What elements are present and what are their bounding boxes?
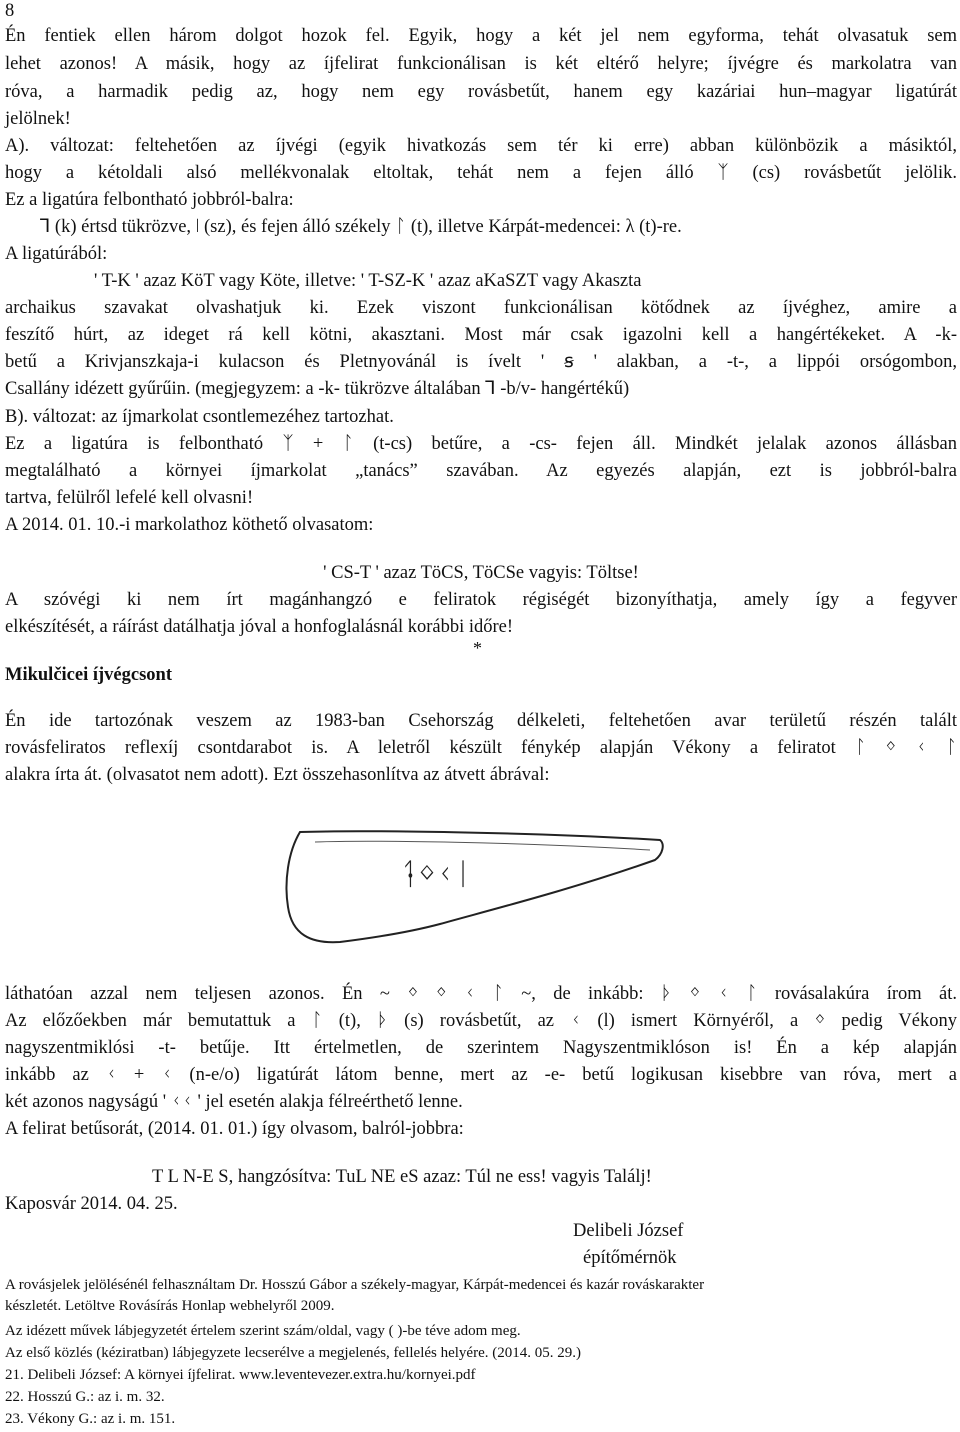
author-title: építőmérnök — [583, 1248, 677, 1268]
mikulcice-line-1: Én ide tartozónak veszem az 1983-ban Csehország délkeleti, feltehetően avar területű részén talált — [5, 711, 957, 731]
inscription-glyphs: ᛑᛜᚲᛁ — [400, 857, 472, 892]
footnote-1: A rovásjelek jelölésénél felhasználtam Dr. Hosszú Gábor a székely-magyar, Kárpát-medencei és kazár rováskarakter — [5, 1277, 705, 1293]
comparison-line-4: inkább az ᚲ + ᚲ (n-e/o) ligatúrát látom benne, mert az -e- betű logikusan kisebbre van róva, mert a — [5, 1065, 957, 1085]
paragraph-line-4: jelölnek! — [5, 109, 71, 129]
paragraph-archaic-2: feszítő húrt, az ideget rá kell kötni, akasztani. Most már csak igazolni kell a hangértékeket. A -k- — [5, 325, 957, 345]
paragraph-line-2: lehet azonos! A másik, hogy az íjfelirat funkcionálisan is két eltérő helyre; íjvégre és markolatra van — [5, 54, 957, 74]
comparison-line-2: Az előzőekben már bemutattuk a ᛚ (t), ᚦ (s) rovásbetűt, az ᚲ (l) ismert Környéről, a ᛜ pedig Vékony — [5, 1011, 957, 1031]
comparison-line-5: két azonos nagyságú ' ᚲᚲ ' jel esetén alakja félreérthető lenne. — [5, 1092, 463, 1112]
footnote-5: 21. Delibeli József: A környei íjfelirat. www.leventevezer.extra.hu/kornyei.pdf — [5, 1367, 476, 1383]
dating-line-1: A szóvégi ki nem írt magánhangzó e feliratok régiségét bizonyíthatja, amely így a fegyver — [5, 590, 957, 610]
ligature-from: A ligatúrából: — [5, 244, 108, 264]
variant-b-line: B). változat: az íjmarkolat csontlemezéhez tartozhat. — [5, 407, 394, 427]
variant-a-line-1: A). változat: feltehetően az íjvégi (egyik hivatkozás sem tér ki erre) abban különbözik a másiktól, — [5, 136, 957, 156]
section-title: Mikulčicei íjvégcsont — [5, 665, 172, 685]
comparison-line-1: láthatóan azzal nem teljesen azonos. Én ~ ᛜ ᛜ ᚲ ᛚ ~, de inkább: ᚦ ᛜ ᚲ ᛚ rovásalakúra írom át. — [5, 984, 957, 1004]
variant-b-ligature-1: Ez a ligatúra is felbontható ᛉ + ᛚ (t-cs) betűre, a -cs- fejen áll. Mindkét jelalak azonos állásban — [5, 434, 957, 454]
paragraph-line-3: róva, a harmadik pedig az, hogy nem egy rovásbetűt, hanem egy kazáriai hun–magyar ligatúrát — [5, 82, 957, 102]
paragraph-line-1: Én fentiek ellen három dolgot hozok fel. Egyik, hogy a két jel nem egyforma, tehát olvasatuk sem — [5, 26, 957, 46]
reading-cst: ' CS-T ' azaz TöCS, TöCSe vagyis: Töltse! — [323, 563, 639, 583]
section-separator: * — [473, 638, 482, 658]
place-date: Kaposvár 2014. 04. 25. — [5, 1194, 178, 1214]
bone-fragment-drawing — [270, 812, 670, 962]
mikulcice-line-3: alakra írta át. (olvasatot nem adott). Ezt összehasonlítva az átvett ábrával: — [5, 765, 550, 785]
sup-ref — [0, 1428, 1, 1429]
footnote-3: Az idézett művek lábjegyzetét értelem szerint szám/oldal, vagy ( )-be téve adom meg. — [5, 1323, 521, 1339]
variant-b-ligature-3: tartva, felülről lefelé kell olvasni! — [5, 488, 254, 508]
mikulcice-line-2: rovásfeliratos reflexíj csontdarabot is. A leletről készült fénykép alapján Vékony a feliratot ᛚ ᛜ ᚲ ᛚ — [5, 738, 957, 758]
bone-inner-line — [315, 841, 650, 850]
variant-a-line-2: hogy a kétoldali alsó mellékvonalak eltoltak, tehát nem a fejen álló ᛉ (cs) rovásbetűt jelölik. — [5, 163, 957, 183]
superscript-refs — [0, 1428, 1, 1429]
ligature-intro: Ez a ligatúra felbontható jobbról-balra: — [5, 190, 294, 210]
paragraph-archaic-1: archaikus szavakat olvashatjuk ki. Ezek viszont funkcionálisan kötődnek az íjvéghez, amire a — [5, 298, 957, 318]
page-number: 8 — [5, 1, 15, 21]
paragraph-archaic-4: Csallány idézett gyűrűin. (megjegyzem: a -k- tükrözve általában ꓶ -b/v- hangértékű) — [5, 379, 630, 399]
variant-b-ligature-2: megtalálható a környei íjmarkolat „tanács” szavában. Az egyezés alapján, ezt is jobbról-balra — [5, 461, 957, 481]
dating-line-2: elkészítését, a ráírást datálhatja jóval a honfoglalásnál korábbi időre! — [5, 617, 514, 637]
comparison-line-3: nagyszentmiklósi -t- betűje. Itt értelmetlen, de szerintem Nagyszentmiklóson is! Én a kép alapján — [5, 1038, 957, 1058]
ligature-breakdown: ꓶ (k) értsd tükrözve, ǀ (sz), és fejen álló székely ᛚ (t), illetve Kárpát-medencei: λ (t)-re. — [40, 217, 682, 237]
footnote-7: 23. Vékony G.: az i. m. 151. — [5, 1411, 176, 1427]
paragraph-archaic-3: betű a Krivjanszkaja-i kulacson és Pletnyovánál is ívelt ' ꞩ ' alakban, a -t-, a lippói orsógombon, — [5, 352, 957, 372]
final-reading: T L N-E S, hangzósítva: TuL NE eS azaz: Túl ne ess! vagyis Találj! — [152, 1167, 652, 1187]
reading-direction-line: A felirat betűsorát, (2014. 01. 01.) így olvasom, balról-jobbra: — [5, 1119, 464, 1139]
footnote-2: készletét. Letöltve Rovásírás Honlap webhelyről 2009. — [5, 1298, 335, 1314]
footnote-6: 22. Hosszú G.: az i. m. 32. — [5, 1389, 165, 1405]
reading-date-line: A 2014. 01. 10.-i markolathoz köthető olvasatom: — [5, 515, 374, 535]
reading-tk: ' T-K ' azaz KöT vagy Köte, illetve: ' T-SZ-K ' azaz aKaSZT vagy Akaszta — [94, 271, 642, 291]
footnote-4: Az első közlés (kéziratban) lábjegyzete lecserélve a megjelenés, fellelés helyére. (2014. 05. 29.) — [5, 1345, 581, 1361]
author-name: Delibeli József — [573, 1221, 684, 1241]
